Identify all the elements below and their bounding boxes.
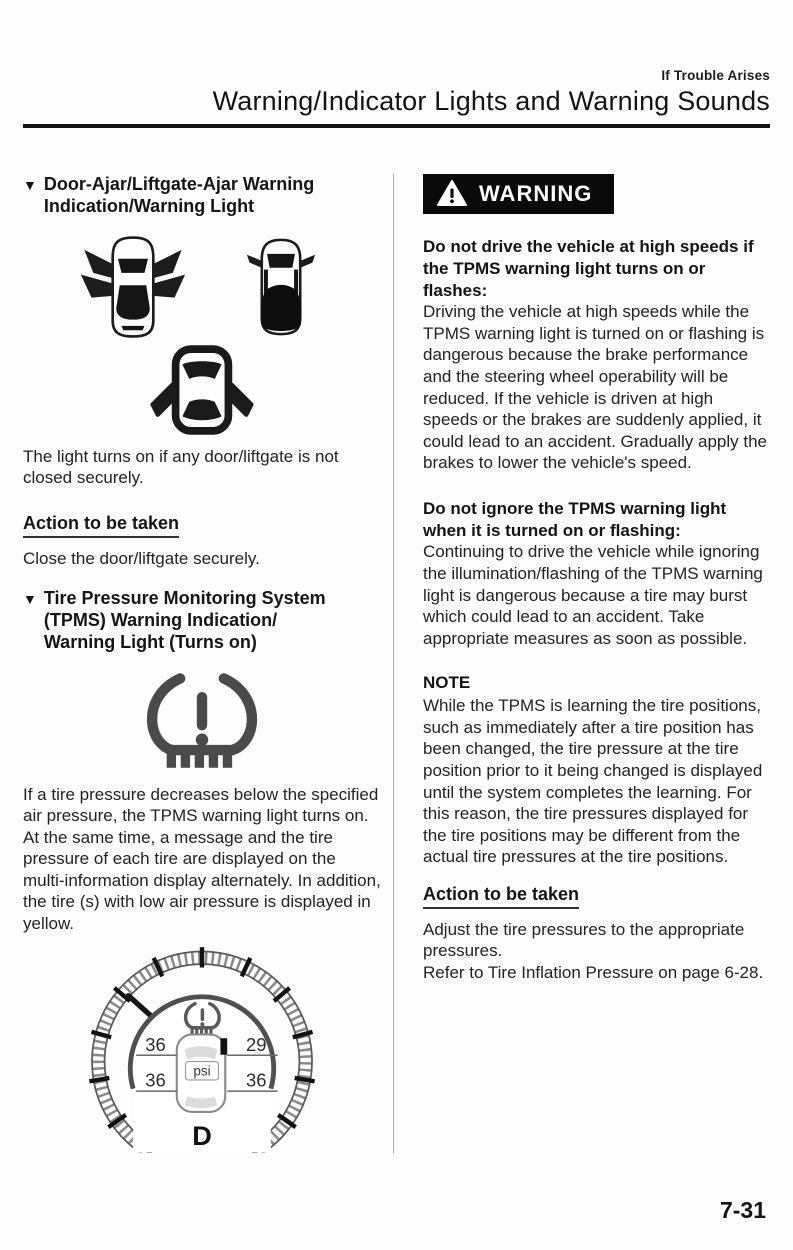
tpms-body-text-2: At the same time, a message and the tire pressure of each tire are displayed on the multi-information display alternately. In addition, the tire (s) with low air pressure is displayed in yellow. [23,827,381,933]
door-ajar-body-text: The light turns on if any door/liftgate is not closed securely. [23,446,339,488]
tpms-action-text-1: Adjust the tire pressures to the appropriate pressures. [423,919,745,961]
note-body: While the TPMS is learning the tire positions, such as immediately after a tire position has been changed, the tire pressure at the tire position prior to it being changed is displayed until the system completes the learning. For this reason, the tire pressures displayed for the tire positions may be different from the actual tire pressures at the tire positions. [423,696,763,867]
warning2-body: Continuing to drive the vehicle while ignoring the illumination/flashing of the TPMS warning light is dangerous because a tire may burst which could lead to an accident. Take appropriate measures as soon as possible. [423,542,763,648]
gear-indicator: D [192,1119,212,1151]
door-ajar-action-text: Close the door/liftgate securely. [23,549,260,569]
pressure-rear-left: 36 [145,1069,166,1091]
page-title: Warning/Indicator Lights and Warning Sounds [212,86,770,116]
content-columns [23,174,770,1153]
tpms-section-heading [23,588,381,654]
action-heading-left: Action to be taken [23,513,179,538]
header-rule [23,124,770,128]
tpms-action-text-2: Refer to Tire Inflation Pressure on page 6-28. [423,963,764,983]
tpms-body-text-1: If a tire pressure decreases below the specified air pressure, the TPMS warning light turns on. [23,784,379,826]
tpms-heading-line2: (TPMS) Warning Indication/ [43,609,278,630]
warning1-body: Driving the vehicle at high speeds while the TPMS warning light is turned on or flashing is dangerous because the brake performance and the steering wheel operability will be reduced. If the vehicle is driven at high speeds or the brakes are suddenly applied, it could lead to an accident. Gradually apply the brakes to lower the vehicle's speed. [423,302,768,473]
chapter-eyebrow: If Trouble Arises [661,68,770,83]
section-triangle-marker: ▼ [23,590,37,607]
warning1-heading: Do not drive the vehicle at high speeds if the TPMS warning light turns on or flashes: [423,237,754,300]
car-doors-open-icon [75,234,191,340]
note-heading: NOTE [423,673,471,693]
left-column [23,174,393,1153]
tpms-heading-line3: Warning Light (Turns on) [43,631,257,652]
tpms-warning-light-icon [126,666,278,774]
instrument-cluster-figure [23,941,381,1153]
pressure-front-left: 36 [145,1033,166,1055]
low-pressure-tire-marker [220,1038,227,1054]
right-column [393,174,770,1153]
door-ajar-section-heading [23,174,381,218]
door-heading-line2: Indication/Warning Light [43,195,255,216]
warning-badge [423,174,614,214]
pressure-unit-label: psi [193,1063,211,1079]
pressure-front-right: 29 [246,1033,267,1055]
pressure-rear-right: 36 [246,1069,267,1091]
page-header [23,0,770,128]
warning2-heading: Do not ignore the TPMS warning light when it is turned on or flashing: [423,498,727,540]
section-triangle-marker: ▼ [23,177,37,193]
action-heading-right: Action to be taken [423,884,579,909]
door-ajar-figure-row [23,234,381,340]
instrument-cluster-gauge [76,941,328,1153]
tpms-heading-line1: Tire Pressure Monitoring System [43,587,326,608]
tpms-warning-light-figure [23,666,381,774]
warning-triangle-icon [437,180,467,207]
door-heading-line1: Door-Ajar/Liftgate-Ajar Warning [43,174,315,194]
warning-badge-label: WARNING [479,180,593,206]
page-number: 7-31 [719,1197,766,1223]
door-ajar-warning-light-icon [146,344,258,436]
car-liftgate-open-icon [233,234,329,340]
door-ajar-warning-light-figure [23,344,381,436]
